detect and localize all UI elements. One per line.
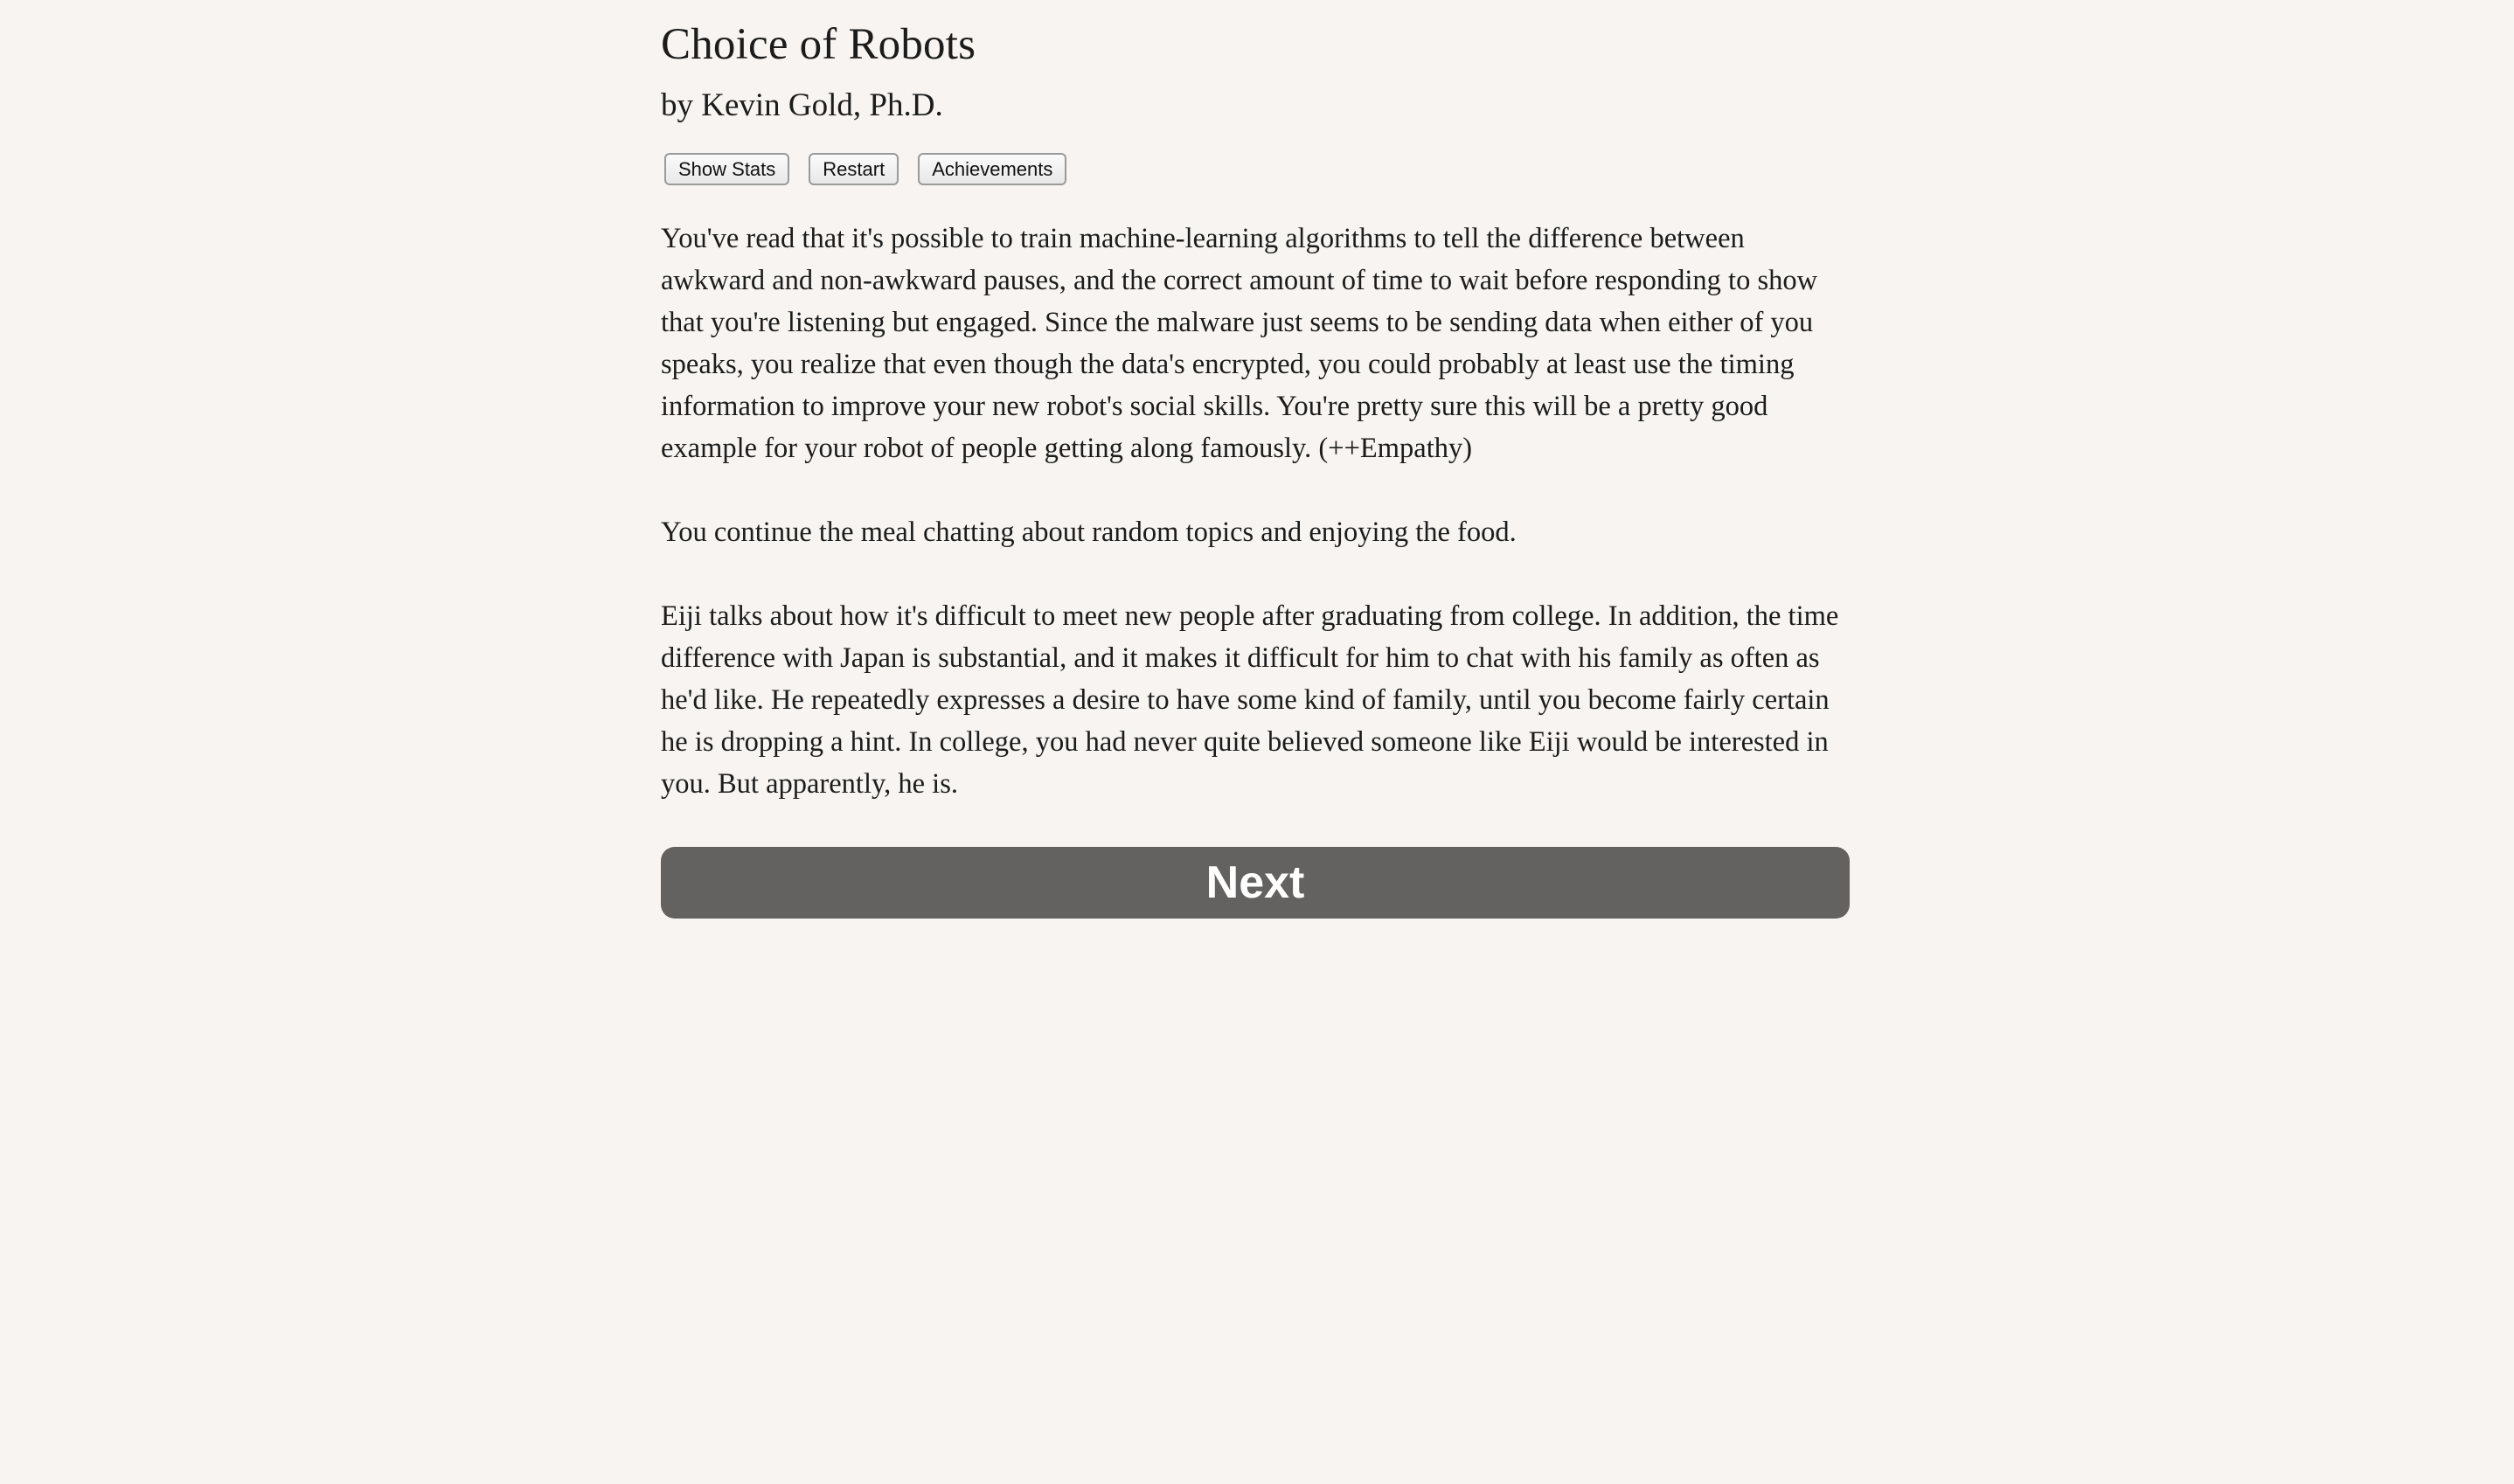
next-button[interactable]: Next (661, 847, 1850, 919)
game-author: by Kevin Gold, Ph.D. (661, 87, 943, 123)
story-paragraph: Eiji talks about how it's difficult to meet new people after graduating from college. In addition, the time difference with Japan is substantial, and it makes it difficult for him to chat with his family as often as he'd like. He repeatedly expresses a desire to have some kind of family, until you become fairly certain he is dropping a hint. In college, you had never quite believed someone like Eiji would be interested in you. But apparently, he is. (661, 600, 1839, 800)
story-paragraph: You've read that it's possible to train machine-learning algorithms to tell the difference between awkward and non-awkward pauses, and the correct amount of time to wait before responding to show that you're listening but engaged. Since the malware just seems to be sending data when either of you speaks, you realize that even though the data's encrypted, you could probably at least use the timing information to improve your new robot's social skills. You're pretty sure this will be a pretty good example for your robot of people getting along famously. (++Empathy) (661, 223, 1818, 464)
story-paragraph: You continue the meal chatting about random topics and enjoying the food. (661, 517, 1517, 548)
toolbar (664, 153, 1850, 185)
story-text (661, 218, 1850, 805)
game-container (661, 0, 1850, 919)
achievements-button[interactable]: Achievements (918, 153, 1066, 185)
show-stats-button[interactable]: Show Stats (664, 153, 789, 185)
restart-button[interactable]: Restart (809, 153, 899, 185)
game-title: Choice of Robots (661, 20, 976, 69)
